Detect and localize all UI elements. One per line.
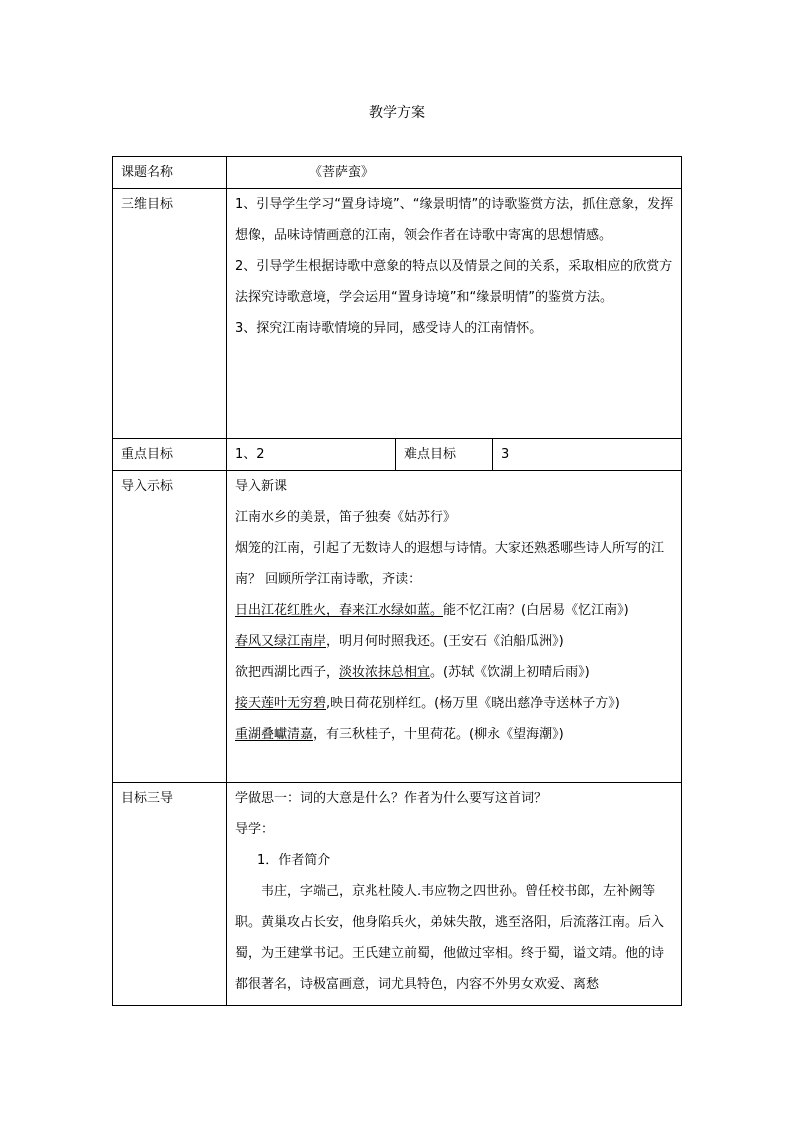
goals-cell	[227, 189, 682, 439]
lesson-plan-table	[112, 156, 682, 1006]
poem-line-4	[235, 688, 675, 719]
table-row-guide	[113, 783, 682, 1006]
goal-item-3: 3、探究江南诗歌情境的异同，感受诗人的江南情怀。	[235, 321, 543, 336]
poem-2-rest: ，明月何时照我还。(王安石《泊船瓜洲》)	[326, 634, 564, 649]
table-row-goals	[113, 189, 682, 439]
poem-1-underlined: 日出江花红胜火，春来江水绿如蓝。	[235, 603, 444, 618]
difficulty-value: 3	[493, 439, 682, 471]
intro-cell	[227, 471, 682, 783]
guide-bio: 韦庄，字端己，京兆杜陵人.韦应物之四世孙。曾任校书郎，左补阙等职。黄巢攻占长安，他身陷兵火，弟妹失散，逃至洛阳，后流落江南。后入蜀，为王建掌书记。王氏建立前蜀，他做过宰相。终于蜀，谥文靖。他的诗都很著名，诗极富画意，词尤具特色，内容不外男女欢爱、离愁	[235, 884, 665, 992]
focus-label: 重点目标	[113, 439, 227, 471]
intro-line-1: 江南水乡的美景，笛子独奏《姑苏行》	[235, 510, 457, 525]
guide-section: 1．作者简介	[257, 853, 331, 868]
poem-line-1	[235, 595, 675, 626]
intro-label: 导入示标	[113, 471, 227, 783]
poem-3-rest: 。(苏轼《饮湖上初晴后雨》)	[430, 665, 590, 680]
topic-value-cell	[227, 157, 682, 189]
poem-3-underlined: 淡妆浓抹总相宜	[339, 665, 431, 680]
guide-label: 目标三导	[113, 783, 227, 1006]
guide-cell	[227, 783, 682, 1006]
poem-4-rest: ,映日荷花别样红。(杨万里《晓出慈净寺送林子方》)	[326, 696, 620, 711]
poem-1-rest: 能不忆江南？(白居易《忆江南》)	[443, 603, 629, 618]
poem-5-underlined: 重湖叠巘清嘉	[235, 727, 314, 742]
topic-label: 课题名称	[113, 157, 227, 189]
focus-value: 1、2	[227, 439, 396, 471]
poem-line-3	[235, 657, 675, 688]
guide-question: 学做思一：词的大意是什么？作者为什么要写这首词？	[235, 791, 548, 806]
difficulty-label: 难点目标	[396, 439, 493, 471]
table-row-focus	[113, 439, 682, 471]
poem-3-plain: 欲把西湖比西子，	[235, 665, 340, 680]
document-title: 教学方案	[369, 105, 425, 121]
poem-line-5	[235, 719, 675, 750]
intro-line-2: 烟笼的江南，引起了无数诗人的遐想与诗情。大家还熟悉哪些诗人所写的江南？ 回顾所学江南诗歌，齐读：	[235, 541, 665, 587]
goal-item-1: 1、引导学生学习“置身诗境”、“缘景明情”的诗歌鉴赏方法，抓住意象，发挥想像，品味诗情画意的江南，领会作者在诗歌中寄寓的思想情感。	[235, 197, 674, 243]
goals-label: 三维目标	[113, 189, 227, 439]
poem-line-2	[235, 626, 675, 657]
poem-5-rest: ，有三秋桂子，十里荷花。(柳永《望海潮》)	[313, 727, 564, 742]
goal-item-2: 2、引导学生根据诗歌中意象的特点以及情景之间的关系，采取相应的欣赏方法探究诗歌意境，学会运用“置身诗境”和“缘景明情”的鉴赏方法。	[235, 259, 673, 305]
guide-sub: 导学：	[235, 822, 275, 837]
guide-content	[235, 783, 675, 1005]
poem-4-underlined: 接天莲叶无穷碧	[235, 696, 327, 711]
poem-2-underlined: 春风又绿江南岸	[235, 634, 327, 649]
table-row-intro	[113, 471, 682, 783]
table-row-topic	[113, 157, 682, 189]
topic-value: 《菩萨蛮》	[309, 165, 375, 180]
intro-heading: 导入新课	[235, 479, 288, 494]
